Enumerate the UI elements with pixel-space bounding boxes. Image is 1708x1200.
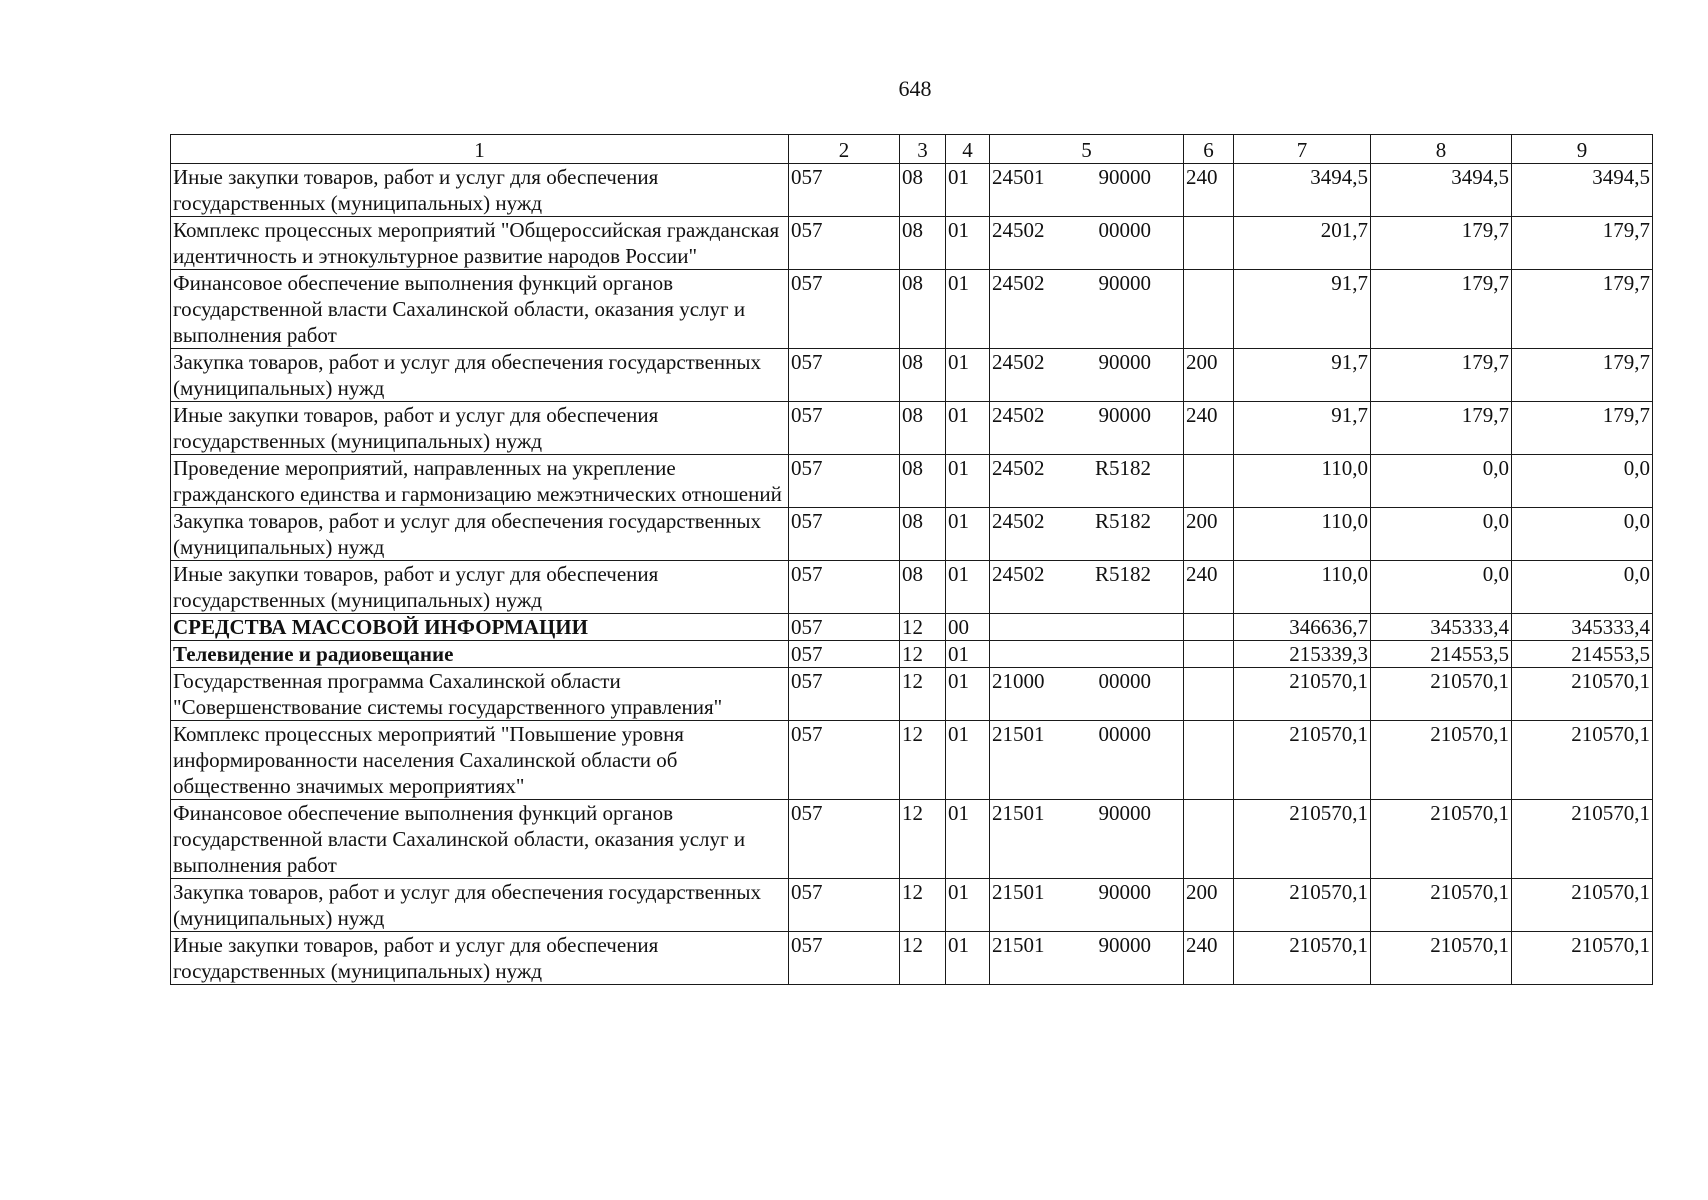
section-code-cell: 12 [900,641,946,668]
subsection-code-cell: 01 [946,721,990,800]
program-code-pair [992,932,1181,958]
expense-type-cell [1184,641,1234,668]
amount-year-2-cell: 345333,4 [1371,614,1512,641]
expense-type-cell: 240 [1184,932,1234,985]
row-name-cell: Финансовое обеспечение выполнения функций органов государственной власти Сахалинской области, оказания услуг и выполнения работ [171,800,789,879]
program-code-pair [992,349,1181,375]
header-cell-5: 5 [990,135,1184,164]
amount-year-1-cell: 110,0 [1234,561,1371,614]
section-code-cell: 08 [900,561,946,614]
row-name-cell: Финансовое обеспечение выполнения функций органов государственной власти Сахалинской области, оказания услуг и выполнения работ [171,270,789,349]
subsection-code-cell: 01 [946,561,990,614]
program-code-part-1: 24502 [992,350,1045,374]
program-code-part-2: R5182 [1094,509,1151,533]
expense-type-cell [1184,614,1234,641]
program-code-pair [992,561,1181,587]
program-code-part-1: 21000 [992,669,1045,693]
amount-year-1-cell: 210570,1 [1234,932,1371,985]
section-code-cell: 08 [900,402,946,455]
subsection-code-cell: 01 [946,508,990,561]
subsection-code-cell: 01 [946,668,990,721]
amount-year-2-cell: 0,0 [1371,561,1512,614]
program-code-part-2: 90000 [1098,350,1151,374]
ministry-code-cell: 057 [789,402,900,455]
subsection-code-cell: 01 [946,270,990,349]
program-code-part-2: 90000 [1098,801,1151,825]
program-code-part-2: 90000 [1098,271,1151,295]
amount-year-1-cell: 215339,3 [1234,641,1371,668]
amount-year-3-cell: 210570,1 [1512,879,1653,932]
ministry-code-cell: 057 [789,614,900,641]
program-code-pair [992,668,1181,694]
subsection-code-cell: 01 [946,641,990,668]
amount-year-3-cell: 179,7 [1512,270,1653,349]
table-row [171,668,1653,721]
section-code-cell: 08 [900,164,946,217]
ministry-code-cell: 057 [789,879,900,932]
row-name-cell: Иные закупки товаров, работ и услуг для обеспечения государственных (муниципальных) нужд [171,932,789,985]
section-code-cell: 12 [900,879,946,932]
program-code-pair [992,217,1181,243]
amount-year-3-cell: 345333,4 [1512,614,1653,641]
expense-type-cell: 240 [1184,164,1234,217]
amount-year-1-cell: 91,7 [1234,402,1371,455]
section-code-cell: 12 [900,721,946,800]
program-code-part-1: 21501 [992,880,1045,904]
subsection-code-cell: 01 [946,217,990,270]
table-row [171,217,1653,270]
program-code-cell [990,270,1184,349]
header-cell-8: 8 [1371,135,1512,164]
amount-year-2-cell: 0,0 [1371,455,1512,508]
header-cell-7: 7 [1234,135,1371,164]
row-name-cell: Комплекс процессных мероприятий "Общероссийская гражданская идентичность и этнокультурное развитие народов России" [171,217,789,270]
table-row [171,270,1653,349]
section-code-cell: 08 [900,508,946,561]
amount-year-2-cell: 214553,5 [1371,641,1512,668]
program-code-cell [990,614,1184,641]
amount-year-2-cell: 179,7 [1371,217,1512,270]
program-code-pair [992,800,1181,826]
amount-year-1-cell: 110,0 [1234,508,1371,561]
ministry-code-cell: 057 [789,800,900,879]
amount-year-2-cell: 210570,1 [1371,932,1512,985]
table-row [171,879,1653,932]
program-code-part-1: 24502 [992,271,1045,295]
amount-year-1-cell: 3494,5 [1234,164,1371,217]
row-name-cell: СРЕДСТВА МАССОВОЙ ИНФОРМАЦИИ [171,614,789,641]
expense-type-cell [1184,270,1234,349]
header-cell-4: 4 [946,135,990,164]
program-code-cell [990,641,1184,668]
subsection-code-cell: 01 [946,402,990,455]
amount-year-3-cell: 0,0 [1512,561,1653,614]
expense-type-cell: 200 [1184,508,1234,561]
program-code-cell [990,721,1184,800]
amount-year-1-cell: 346636,7 [1234,614,1371,641]
program-code-part-1: 24502 [992,509,1045,533]
subsection-code-cell: 01 [946,879,990,932]
amount-year-1-cell: 210570,1 [1234,879,1371,932]
amount-year-1-cell: 91,7 [1234,349,1371,402]
amount-year-1-cell: 210570,1 [1234,721,1371,800]
table-body [171,164,1653,985]
amount-year-1-cell: 210570,1 [1234,668,1371,721]
amount-year-3-cell: 3494,5 [1512,164,1653,217]
program-code-cell [990,561,1184,614]
program-code-part-1: 24502 [992,562,1045,586]
table-row [171,800,1653,879]
amount-year-3-cell: 179,7 [1512,217,1653,270]
program-code-part-1: 21501 [992,801,1045,825]
ministry-code-cell: 057 [789,641,900,668]
amount-year-2-cell: 210570,1 [1371,800,1512,879]
section-code-cell: 08 [900,217,946,270]
program-code-pair [992,879,1181,905]
row-name-cell: Иные закупки товаров, работ и услуг для обеспечения государственных (муниципальных) нужд [171,561,789,614]
row-name-cell: Телевидение и радиовещание [171,641,789,668]
subsection-code-cell: 01 [946,800,990,879]
program-code-cell [990,668,1184,721]
program-code-cell [990,879,1184,932]
program-code-part-2: 90000 [1098,403,1151,427]
ministry-code-cell: 057 [789,164,900,217]
subsection-code-cell: 01 [946,932,990,985]
program-code-pair [992,270,1181,296]
program-code-part-1: 21501 [992,722,1045,746]
amount-year-1-cell: 91,7 [1234,270,1371,349]
ministry-code-cell: 057 [789,217,900,270]
amount-year-3-cell: 179,7 [1512,402,1653,455]
expense-type-cell [1184,217,1234,270]
expense-type-cell: 200 [1184,349,1234,402]
expense-type-cell [1184,668,1234,721]
page-number: 648 [898,76,932,101]
program-code-part-1: 21501 [992,933,1045,957]
subsection-code-cell: 01 [946,349,990,402]
subsection-code-cell: 01 [946,164,990,217]
expense-type-cell: 240 [1184,402,1234,455]
table-row [171,455,1653,508]
program-code-pair [992,164,1181,190]
ministry-code-cell: 057 [789,561,900,614]
program-code-cell [990,800,1184,879]
table-row [171,164,1653,217]
ministry-code-cell: 057 [789,508,900,561]
program-code-part-2: R5182 [1094,456,1151,480]
amount-year-3-cell: 210570,1 [1512,800,1653,879]
header-cell-2: 2 [789,135,900,164]
row-name-cell: Закупка товаров, работ и услуг для обеспечения государственных (муниципальных) нужд [171,508,789,561]
table-row [171,349,1653,402]
subsection-code-cell: 00 [946,614,990,641]
program-code-part-2: R5182 [1094,562,1151,586]
section-code-cell: 12 [900,614,946,641]
program-code-cell [990,402,1184,455]
amount-year-3-cell: 179,7 [1512,349,1653,402]
amount-year-2-cell: 179,7 [1371,349,1512,402]
ministry-code-cell: 057 [789,455,900,508]
header-cell-6: 6 [1184,135,1234,164]
expense-type-cell [1184,455,1234,508]
amount-year-3-cell: 0,0 [1512,455,1653,508]
amount-year-2-cell: 179,7 [1371,402,1512,455]
ministry-code-cell: 057 [789,932,900,985]
row-name-cell: Закупка товаров, работ и услуг для обеспечения государственных (муниципальных) нужд [171,879,789,932]
amount-year-3-cell: 214553,5 [1512,641,1653,668]
program-code-part-2: 90000 [1098,165,1151,189]
program-code-part-2: 00000 [1098,722,1151,746]
table-row [171,614,1653,641]
table-row [171,561,1653,614]
subsection-code-cell: 01 [946,455,990,508]
ministry-code-cell: 057 [789,270,900,349]
header-cell-9: 9 [1512,135,1653,164]
expense-type-cell: 200 [1184,879,1234,932]
table-row [171,508,1653,561]
expense-type-cell [1184,721,1234,800]
section-code-cell: 08 [900,270,946,349]
program-code-part-2: 00000 [1098,218,1151,242]
program-code-pair [992,402,1181,428]
program-code-cell [990,455,1184,508]
row-name-cell: Комплекс процессных мероприятий "Повышение уровня информированности населения Сахалинской области об общественно значимых мероприятиях" [171,721,789,800]
table-row [171,641,1653,668]
amount-year-3-cell: 0,0 [1512,508,1653,561]
expense-type-cell [1184,800,1234,879]
program-code-cell [990,164,1184,217]
amount-year-1-cell: 110,0 [1234,455,1371,508]
row-name-cell: Проведение мероприятий, направленных на укрепление гражданского единства и гармонизацию межэтнических отношений [171,455,789,508]
amount-year-3-cell: 210570,1 [1512,668,1653,721]
header-cell-1: 1 [171,135,789,164]
program-code-part-2: 00000 [1098,669,1151,693]
section-code-cell: 08 [900,349,946,402]
row-name-cell: Государственная программа Сахалинской области "Совершенствование системы государственного управления" [171,668,789,721]
program-code-cell [990,508,1184,561]
program-code-part-2: 90000 [1098,880,1151,904]
header-row [171,135,1653,164]
amount-year-2-cell: 179,7 [1371,270,1512,349]
amount-year-2-cell: 3494,5 [1371,164,1512,217]
ministry-code-cell: 057 [789,668,900,721]
amount-year-2-cell: 0,0 [1371,508,1512,561]
table-row [171,721,1653,800]
section-code-cell: 12 [900,800,946,879]
row-name-cell: Закупка товаров, работ и услуг для обеспечения государственных (муниципальных) нужд [171,349,789,402]
program-code-part-1: 24502 [992,403,1045,427]
program-code-cell [990,932,1184,985]
row-name-cell: Иные закупки товаров, работ и услуг для обеспечения государственных (муниципальных) нужд [171,402,789,455]
program-code-part-2: 90000 [1098,933,1151,957]
program-code-cell [990,349,1184,402]
section-code-cell: 12 [900,932,946,985]
table-row [171,402,1653,455]
ministry-code-cell: 057 [789,721,900,800]
program-code-part-1: 24501 [992,165,1045,189]
program-code-part-1: 24502 [992,218,1045,242]
amount-year-3-cell: 210570,1 [1512,932,1653,985]
section-code-cell: 12 [900,668,946,721]
program-code-pair [992,455,1181,481]
budget-table [170,134,1653,985]
program-code-cell [990,217,1184,270]
ministry-code-cell: 057 [789,349,900,402]
table-row [171,932,1653,985]
amount-year-1-cell: 201,7 [1234,217,1371,270]
amount-year-1-cell: 210570,1 [1234,800,1371,879]
section-code-cell: 08 [900,455,946,508]
amount-year-2-cell: 210570,1 [1371,879,1512,932]
row-name-cell: Иные закупки товаров, работ и услуг для обеспечения государственных (муниципальных) нужд [171,164,789,217]
header-cell-3: 3 [900,135,946,164]
program-code-part-1: 24502 [992,456,1045,480]
expense-type-cell: 240 [1184,561,1234,614]
amount-year-3-cell: 210570,1 [1512,721,1653,800]
program-code-pair [992,721,1181,747]
amount-year-2-cell: 210570,1 [1371,721,1512,800]
program-code-pair [992,508,1181,534]
amount-year-2-cell: 210570,1 [1371,668,1512,721]
